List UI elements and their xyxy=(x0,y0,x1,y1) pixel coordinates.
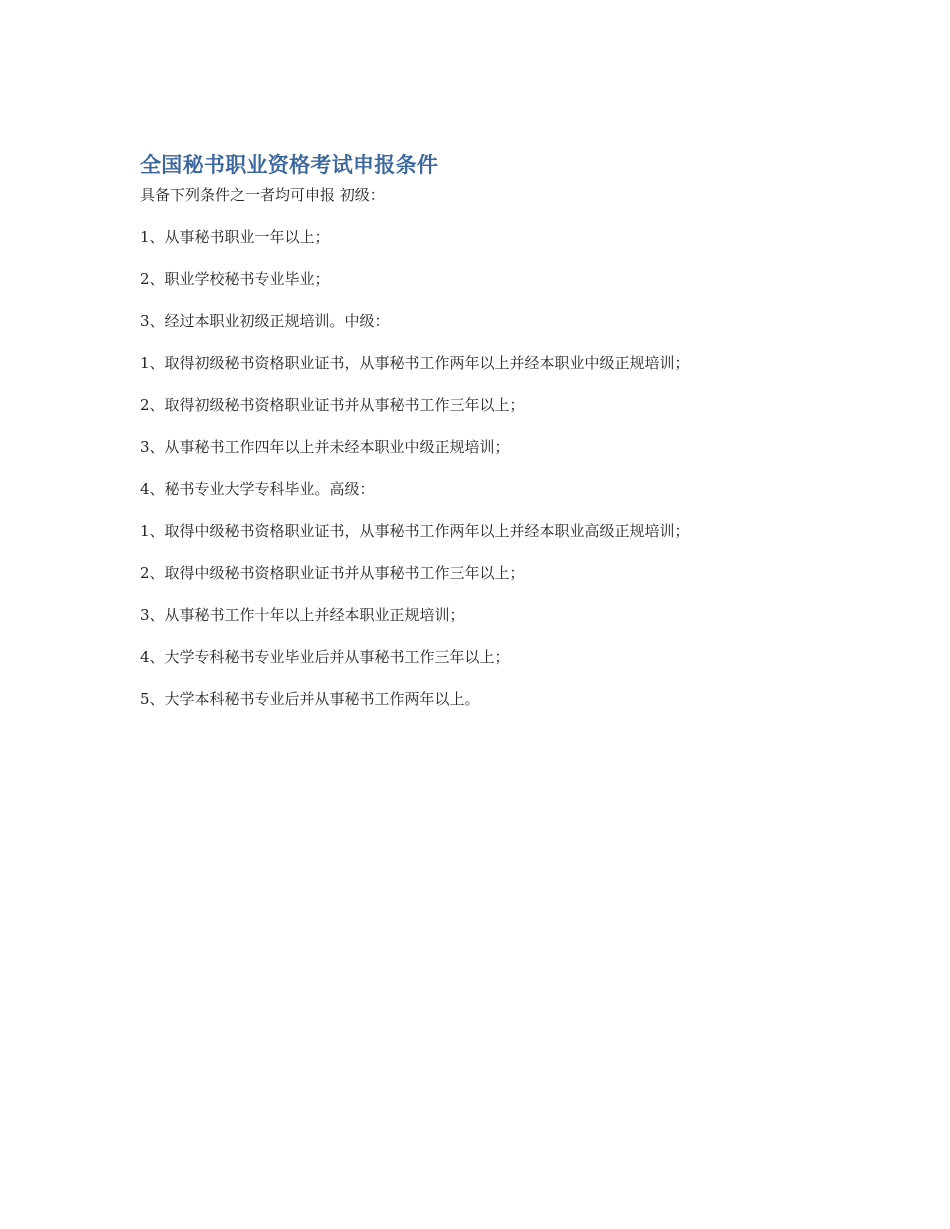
paragraph-intermediate-item-3: 3、从事秘书工作四年以上并未经本职业中级正规培训； xyxy=(140,438,510,456)
paragraph-senior-item-3: 3、从事秘书工作十年以上并经本职业正规培训； xyxy=(140,606,465,624)
paragraph-junior-item-3: 3、经过本职业初级正规培训。中级： xyxy=(140,312,390,330)
paragraph-intro: 具备下列条件之一者均可申报 初级： xyxy=(140,186,385,204)
paragraph-junior-item-2: 2、职业学校秘书专业毕业； xyxy=(140,270,330,288)
paragraph-intermediate-item-1: 1、取得初级秘书资格职业证书，从事秘书工作两年以上并经本职业中级正规培训； xyxy=(140,354,690,372)
paragraph-junior-item-1: 1、从事秘书职业一年以上； xyxy=(140,228,330,246)
document-title: 全国秘书职业资格考试申报条件 xyxy=(140,153,439,177)
paragraph-list xyxy=(140,180,820,714)
paragraph-senior-item-4: 4、大学专科秘书专业毕业后并从事秘书工作三年以上； xyxy=(140,648,510,666)
document-content xyxy=(140,150,820,714)
paragraph-intermediate-item-4: 4、秘书专业大学专科毕业。高级： xyxy=(140,480,375,498)
paragraph-intermediate-item-2: 2、取得初级秘书资格职业证书并从事秘书工作三年以上； xyxy=(140,396,525,414)
paragraph-senior-item-2: 2、取得中级秘书资格职业证书并从事秘书工作三年以上； xyxy=(140,564,525,582)
paragraph-senior-item-1: 1、取得中级秘书资格职业证书，从事秘书工作两年以上并经本职业高级正规培训； xyxy=(140,522,690,540)
paragraph-senior-item-5: 5、大学本科秘书专业后并从事秘书工作两年以上。 xyxy=(140,690,480,708)
